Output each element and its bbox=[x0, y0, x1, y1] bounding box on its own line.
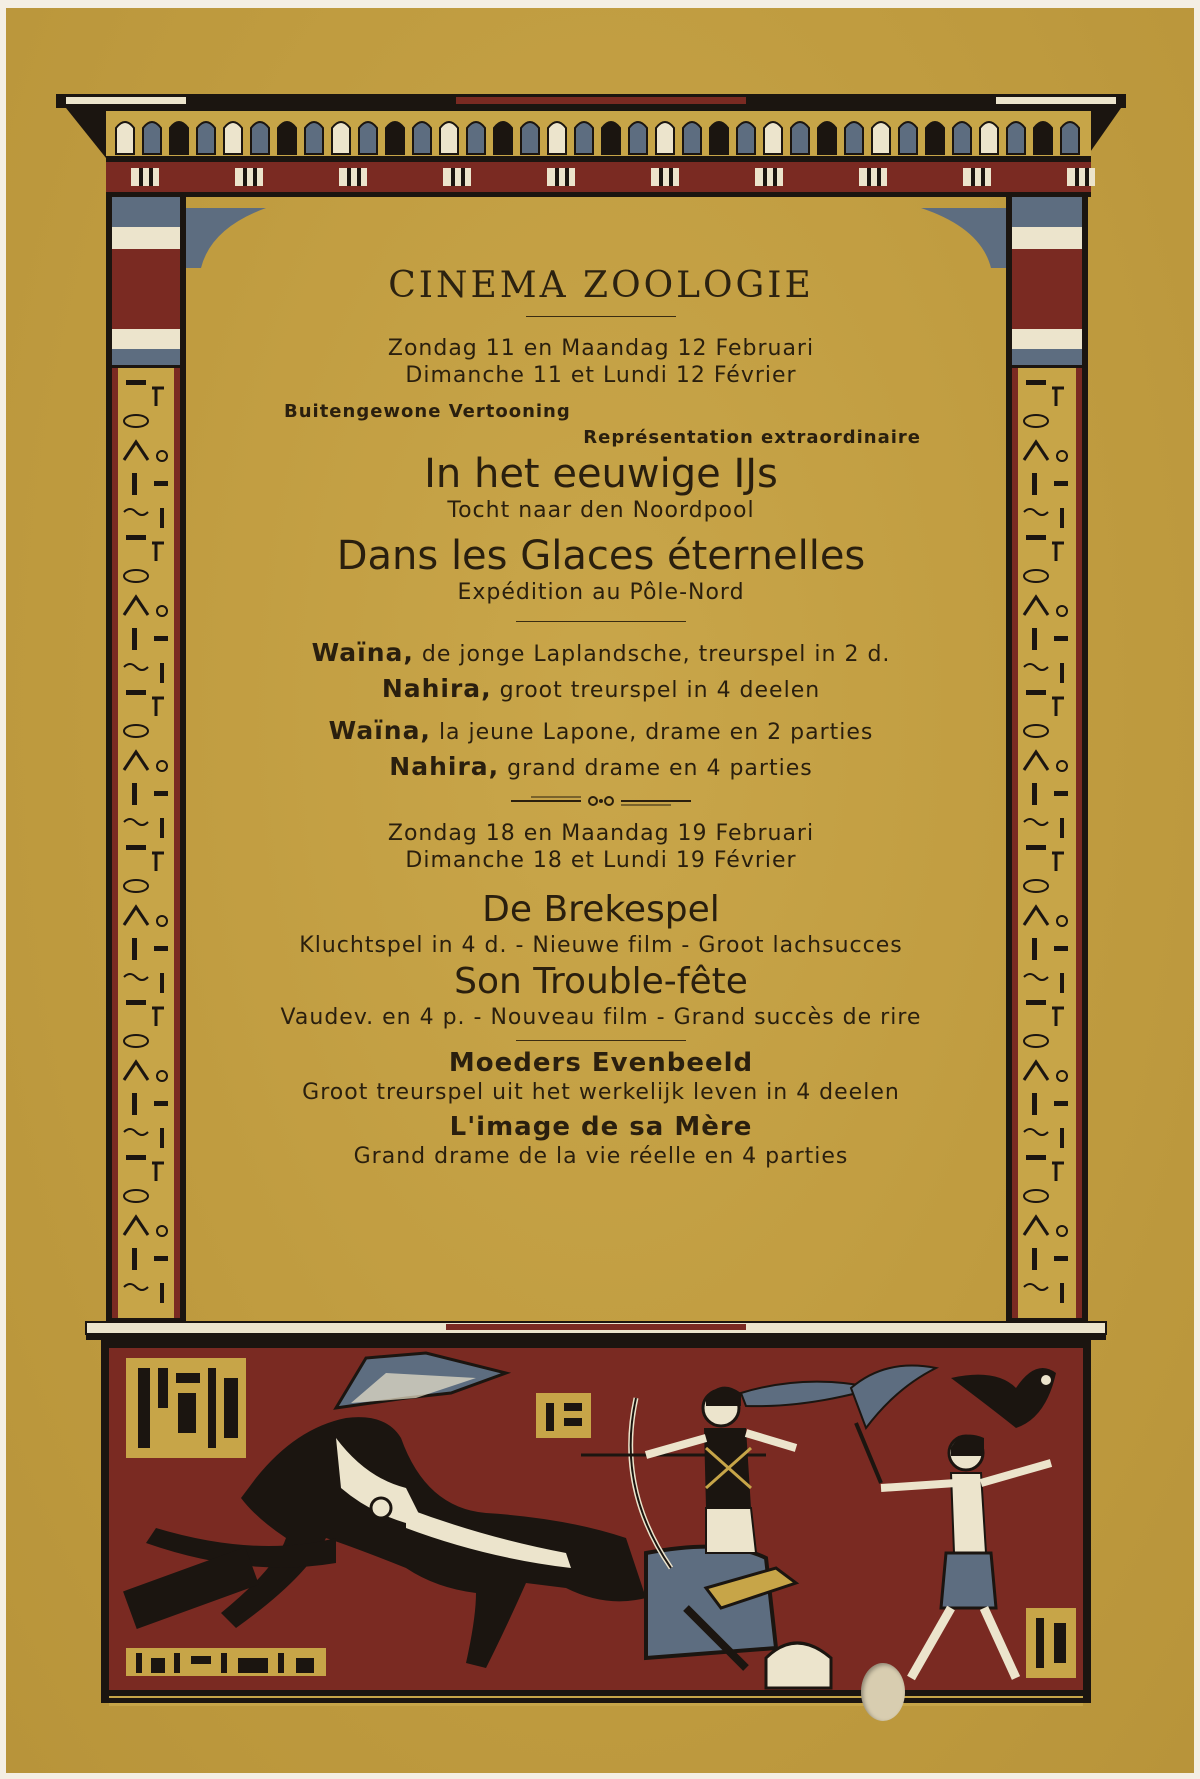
title-rule bbox=[526, 316, 676, 317]
feature-nl-title: In het eeuwige IJs bbox=[424, 451, 778, 497]
film-desc: de jonge Laplandsche, treurspel in 2 d. bbox=[421, 642, 891, 667]
chariot-scene-icon bbox=[101, 1340, 1091, 1706]
scene-glyph-panel-icon bbox=[126, 1358, 246, 1458]
feature-fr-sub: Expédition au Pôle-Nord bbox=[457, 580, 745, 605]
film1-nl-sub: Kluchtspel in 4 d. - Nieuwe film - Groot lachsucces bbox=[299, 933, 903, 958]
program-text bbox=[196, 213, 1006, 1328]
week1-date-fr: Dimanche 11 et Lundi 12 Février bbox=[405, 363, 797, 388]
feature-fr-title: Dans les Glaces éternelles bbox=[336, 533, 866, 579]
film1-fr-title: Son Trouble-fête bbox=[454, 961, 748, 1002]
punch-hole bbox=[861, 1663, 905, 1721]
film-desc: la jeune Lapone, drame en 2 parties bbox=[438, 720, 874, 745]
week1-rule bbox=[516, 621, 686, 622]
film-desc: groot treurspel in 4 deelen bbox=[499, 678, 821, 703]
film-name: Waïna, bbox=[328, 716, 431, 745]
film1-fr-sub: Vaudev. en 4 p. - Nouveau film - Grand succès de rire bbox=[280, 1005, 922, 1030]
week2-date-fr: Dimanche 18 et Lundi 19 Février bbox=[405, 848, 797, 873]
film-line-3 bbox=[196, 714, 1006, 750]
film-line-1 bbox=[196, 636, 1006, 672]
program-page bbox=[6, 8, 1194, 1773]
ornament-separator-icon bbox=[511, 794, 691, 808]
page-title: CINEMA ZOOLOGIE bbox=[388, 265, 814, 306]
week1-date-nl: Zondag 11 en Maandag 12 Februari bbox=[387, 336, 815, 361]
film-desc: grand drame en 4 parties bbox=[507, 756, 813, 781]
film-name: Nahira, bbox=[389, 752, 500, 781]
film-name: Nahira, bbox=[381, 674, 492, 703]
film2-fr-title: L'image de sa Mère bbox=[449, 1112, 753, 1142]
special-nl: Buitengewone Vertooning bbox=[284, 401, 571, 422]
film-line-2 bbox=[196, 672, 1006, 708]
cornice bbox=[56, 94, 1126, 197]
feature-nl-sub: Tocht naar den Noordpool bbox=[447, 498, 755, 523]
week2-date-nl: Zondag 18 en Maandag 19 Februari bbox=[387, 821, 815, 846]
film-name: Waïna, bbox=[311, 638, 414, 667]
film-line-4 bbox=[196, 750, 1006, 786]
special-fr: Représentation extraordinaire bbox=[583, 427, 921, 448]
film2-nl-title: Moeders Evenbeeld bbox=[448, 1048, 754, 1078]
film1-nl-title: De Brekespel bbox=[482, 889, 720, 930]
film2-fr-sub: Grand drame de la vie réelle en 4 parties bbox=[353, 1144, 849, 1169]
week2-rule bbox=[516, 1040, 686, 1041]
film2-nl-sub: Groot treurspel uit het werkelijk leven in 4 deelen bbox=[302, 1080, 900, 1105]
